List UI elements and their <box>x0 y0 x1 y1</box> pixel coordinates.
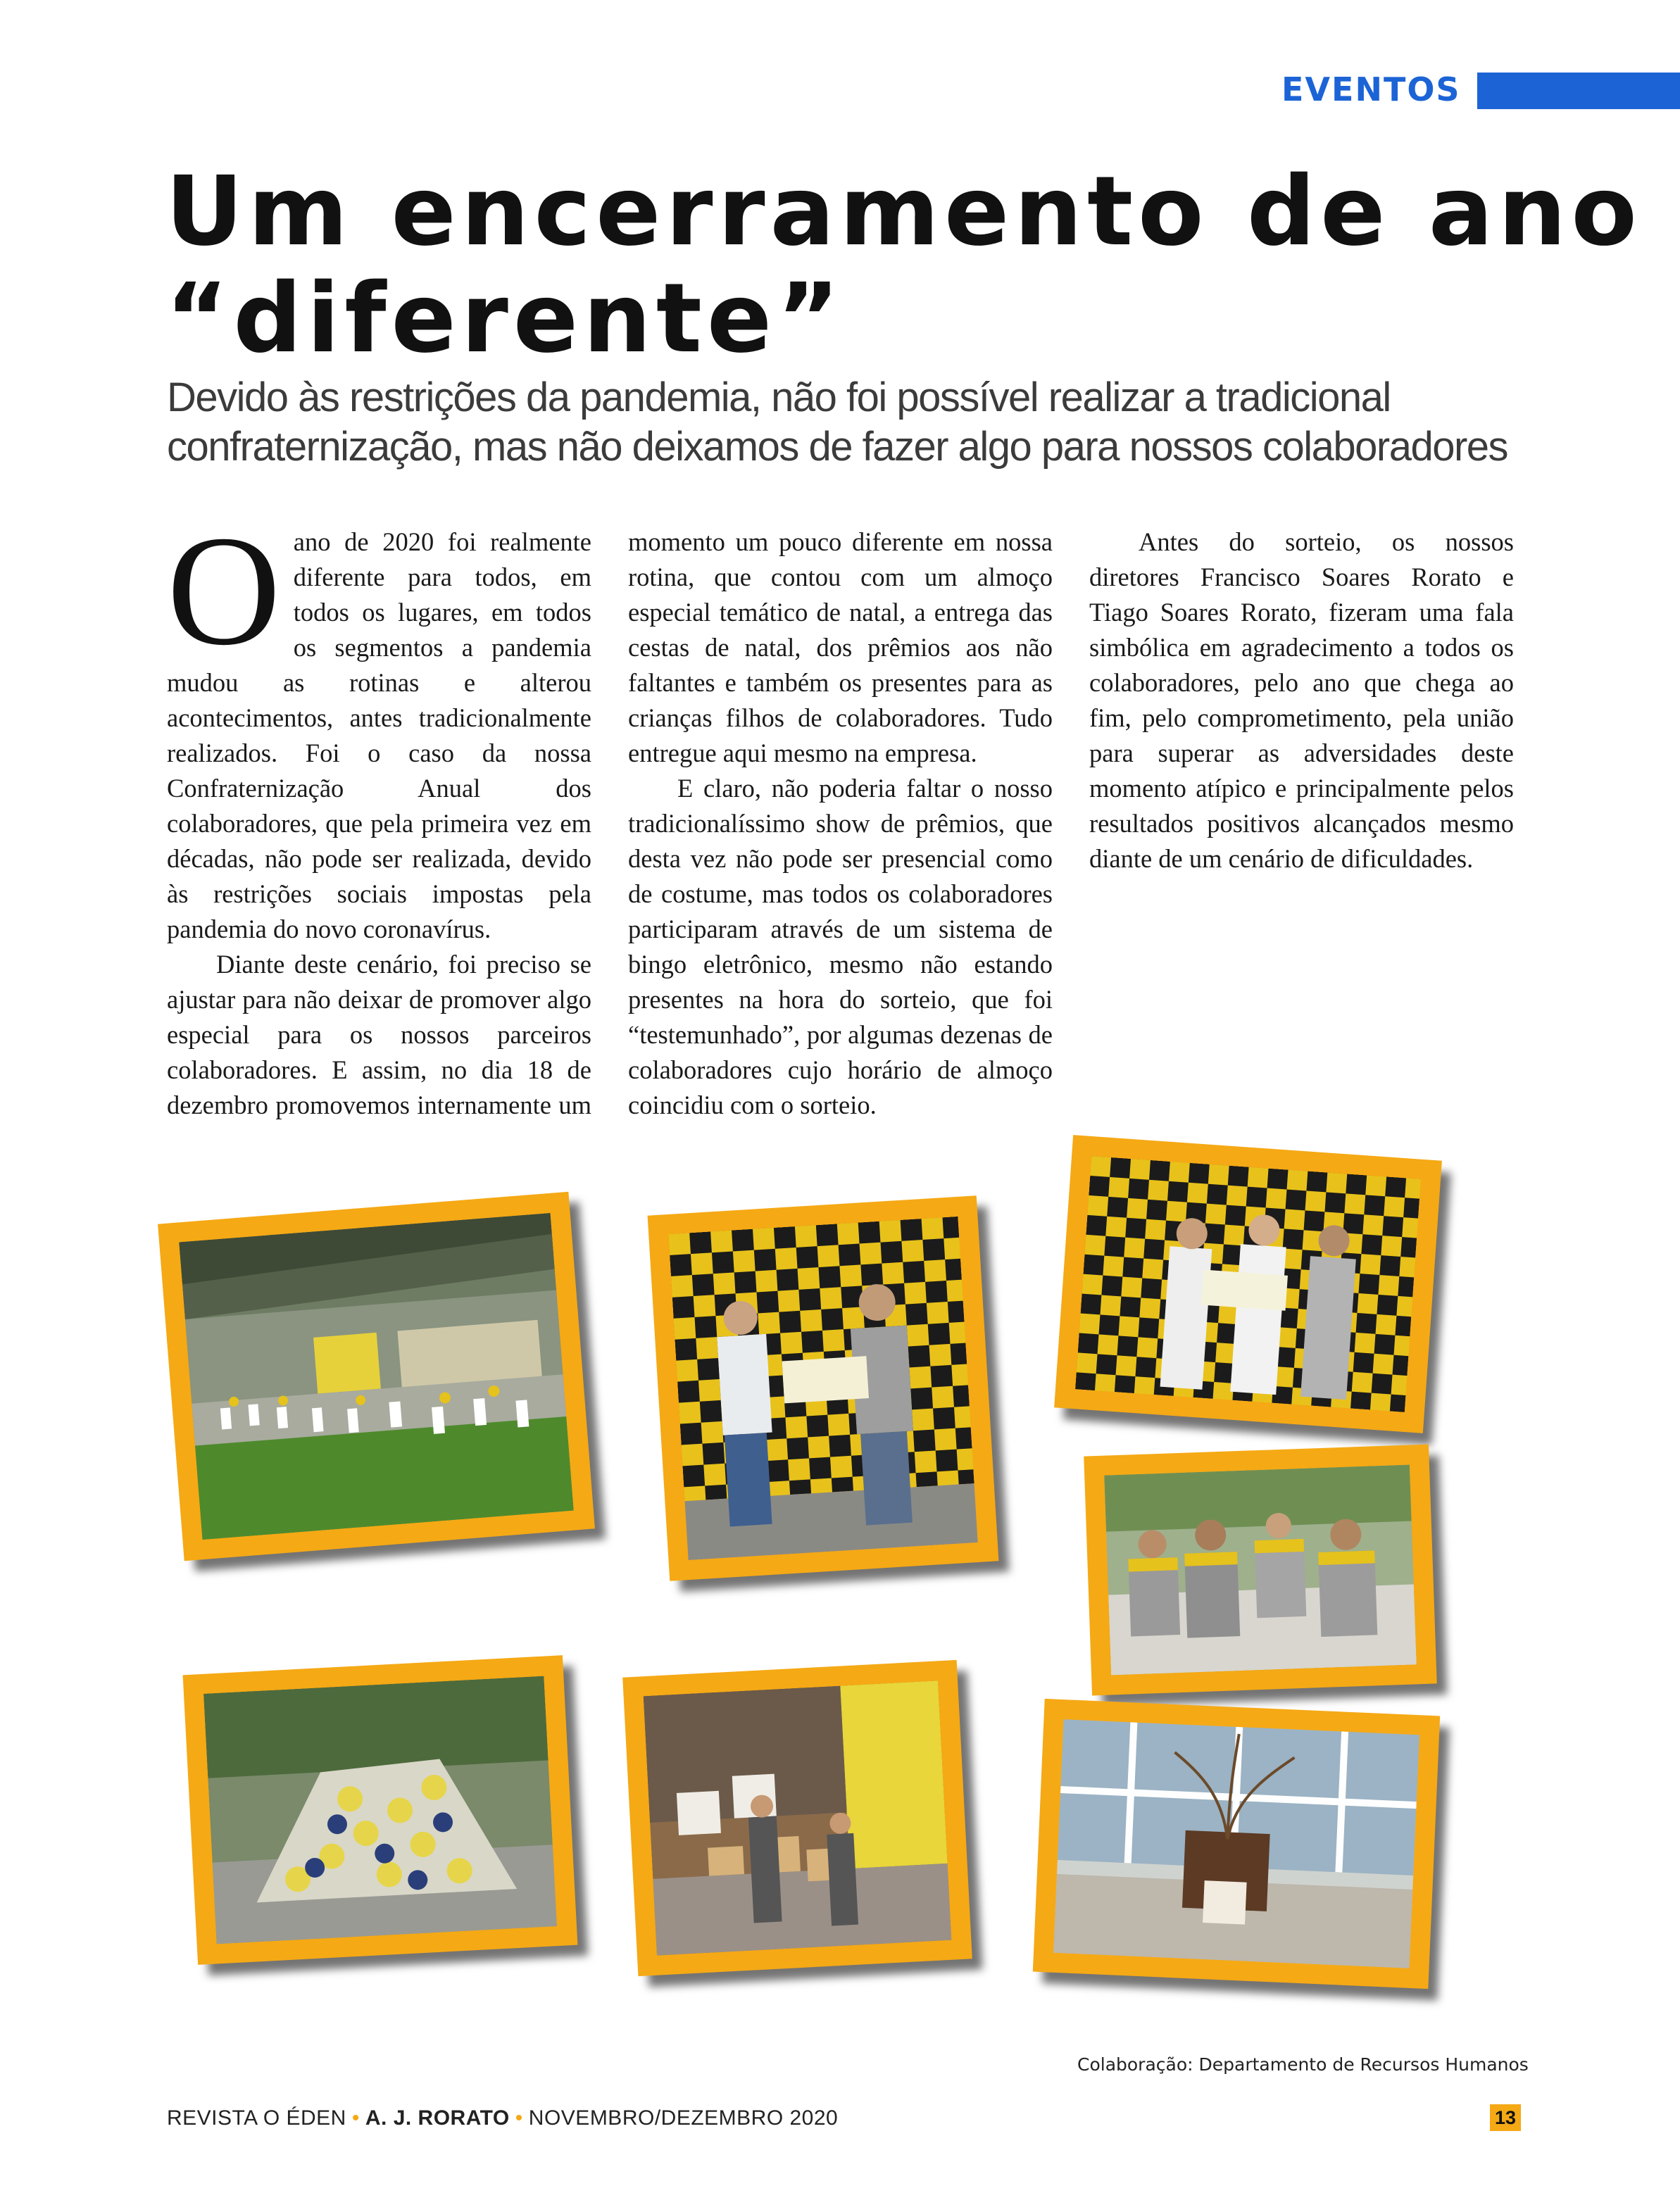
article-subtitle <box>167 373 1575 472</box>
article-title <box>165 156 1642 375</box>
photo-credit: Colaboração: Departamento de Recursos Humanos <box>1077 2054 1529 2075</box>
paragraph-1-text: ano de 2020 foi realmente diferente para todos, em todos os lugares, em todos os segmentos a pandemia mudou as rotinas e alterou acontecimentos, antes tradicionalmente realizados. Foi o caso da nossa Confraternização Anual dos colaboradores, que pela primeira vez em décadas, não pode ser realizada, devido às restrições sociais impostas pela pandemia do novo coronavírus. <box>167 527 591 943</box>
page-footer <box>167 2106 1519 2130</box>
subtitle-line-1: Devido às restrições da pandemia, não foi possível realizar a tradicional <box>167 375 1391 420</box>
separator-dot: • <box>351 2106 360 2130</box>
photo-seated-workers <box>1084 1445 1437 1696</box>
title-line-2: “diferente” <box>165 263 845 375</box>
paragraph-2: Diante deste cenário, foi preciso se ajustar para não deixar de promover algo especial para os nossos parceiros colaboradores. E assim, no dia 18 de dezembro promovemos internamente um momento um pouco diferente em nossa rotina, que contou com um almoço especial temático de natal, a entrega das cestas de natal, dos prêmios aos não faltantes e também os presentes para as crianças filhos de colaboradores. Tudo entregue aqui mesmo na empresa. <box>167 527 1053 1119</box>
section-label: EVENTOS <box>1281 70 1461 108</box>
photo-award-check-2 <box>1054 1135 1442 1433</box>
photo-decoration <box>1033 1699 1440 1989</box>
subtitle-line-2: confraternização, mas não deixamos de fazer algo para nossos colaboradores <box>167 424 1508 470</box>
title-line-1: Um encerramento de ano <box>165 156 1642 268</box>
photo-soccer-balls <box>183 1655 578 1965</box>
drop-cap: O <box>167 503 281 678</box>
issue-date: NOVEMBRO/DEZEMBRO 2020 <box>528 2106 839 2130</box>
photo-award-check-1 <box>648 1195 999 1581</box>
paragraph-4: Antes do sorteio, os nossos diretores Francisco Soares Rorato e Tiago Soares Rorato, fizeram uma fala simbólica em agradecimento a todos os colaboradores, pelo ano que chega ao fim, pelo comprometimento, pela união para superar as adversidades deste momento atípico e principalmente pelos resultados positivos alcançados mesmo diante de um cenário de dificuldades. <box>1089 527 1514 873</box>
magazine-name: REVISTA O ÉDEN <box>167 2106 346 2130</box>
section-accent-bar <box>1477 73 1680 109</box>
page-number: 13 <box>1490 2104 1521 2131</box>
paragraph-1 <box>167 503 591 947</box>
paragraph-3: E claro, não poderia faltar o nosso tradicionalíssimo show de prêmios, que desta vez não pode ser presencial como de costume, mas todos os colaboradores participaram através de um sistema de bingo eletrônico, mesmo não estando presentes na hora do sorteio, que foi “testemunhado”, por algumas dezenas de colaboradores cujo horário de almoço coincidiu com o sorteio. <box>628 774 1053 1119</box>
company-name: A. J. RORATO <box>365 2106 510 2130</box>
photo-pavilion <box>158 1192 595 1561</box>
separator-dot: • <box>515 2106 523 2130</box>
photo-gift-boxes <box>622 1660 972 1976</box>
article-body <box>167 503 1514 1130</box>
